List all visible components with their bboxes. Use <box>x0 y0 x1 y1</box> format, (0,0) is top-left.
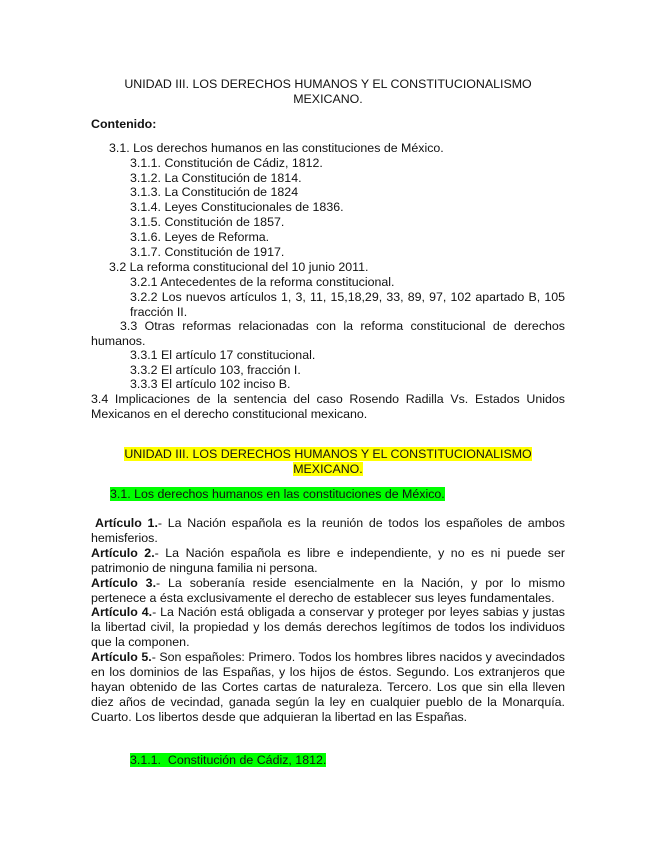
toc-item: 3.2 La reforma constitucional del 10 junio 2011. <box>109 260 369 274</box>
toc-item: 3.1.5. Constitución de 1857. <box>130 215 285 229</box>
toc-item: 3.1.1. Constitución de Cádiz, 1812. <box>130 156 323 170</box>
article-text: - La Nación española es la reunión de todos los españoles de ambos hemisferios. <box>91 516 565 545</box>
document-title <box>91 77 565 107</box>
toc-item: 3.3.2 El artículo 103, fracción I. <box>130 363 301 377</box>
toc-item: 3.2.1 Antecedentes de la reforma constitucional. <box>130 275 395 289</box>
article-3 <box>91 576 565 606</box>
toc-item: 3.1.2. La Constitución de 1814. <box>130 171 302 185</box>
article-label: Artículo 3. <box>91 575 157 590</box>
highlighted-heading-line: MEXICANO. <box>293 461 363 476</box>
toc-item: 3.1.7. Constitución de 1917. <box>130 245 285 259</box>
article-label: Artículo 5. <box>91 650 152 665</box>
article-text: - Son españoles: Primero. Todos los hombres libres nacidos y avecindados en los dominios de las Españas, y los hijos de éstos. Segundo. Los extranjeros que hayan obtenido de las Cortes cartas de naturaleza. Tercero. Los que sin ella lleven diez años de vecindad, ganada según la ley en cualquier pueblo de la Monarquía. Cuarto. Los libertos desde que adquieran la libertad en las Españas. <box>91 650 565 724</box>
article-label: Artículo 4. <box>91 605 153 620</box>
toc-item: 3.1.6. Leyes de Reforma. <box>130 230 270 244</box>
subheading-3-1-1: 3.1.1. Constitución de Cádiz, 1812. <box>130 753 327 767</box>
article-2 <box>91 546 565 576</box>
toc-item: 3.3.3 El artículo 102 inciso B. <box>130 377 291 391</box>
subheading-3-1: 3.1. Los derechos humanos en las constituciones de México. <box>110 487 445 501</box>
contents-label: Contenido: <box>91 117 157 131</box>
article-label: Artículo 2. <box>91 545 155 560</box>
toc-item: 3.1.3. La Constitución de 1824 <box>130 185 299 199</box>
toc-item: 3.3.1 El artículo 17 constitucional. <box>130 348 316 362</box>
highlighted-heading-line: UNIDAD III. LOS DERECHOS HUMANOS Y EL CONSTITUCIONALISMO <box>124 447 532 461</box>
toc-item: 3.1. Los derechos humanos en las constituciones de México. <box>109 141 444 155</box>
title-line: UNIDAD III. LOS DERECHOS HUMANOS Y EL CONSTITUCIONALISMO <box>124 77 532 91</box>
articles <box>91 516 565 725</box>
article-text: - La soberanía reside esencialmente en la Nación, y por lo mismo pertenece a ésta exclusivamente el derecho de establecer sus leyes fundamentales. <box>91 575 566 605</box>
article-label: Artículo 1. <box>95 516 158 530</box>
section-heading <box>91 447 565 477</box>
article-text: - La Nación está obligada a conservar y proteger por leyes sabias y justas la libertad civil, la propiedad y los demás derechos legítimos de todos los individuos que la componen. <box>91 605 565 650</box>
toc-item: 3.2.2 Los nuevos artículos 1, 3, 11, 15,18,29, 33, 89, 97, 102 apartado B, 105 fracción II. <box>130 290 565 319</box>
article-text: - La Nación española es libre e independiente, y no es ni puede ser patrimonio de ninguna familia ni persona. <box>91 545 565 575</box>
toc-item: 3.1.4. Leyes Constitucionales de 1836. <box>130 200 344 214</box>
article-1 <box>91 516 565 546</box>
article-5 <box>91 650 565 725</box>
article-4 <box>91 605 565 650</box>
toc-item: 3.3 Otras reformas relacionadas con la reforma constitucional de derechos humanos. <box>91 319 565 348</box>
title-line: MEXICANO. <box>293 91 363 106</box>
toc-item: 3.4 Implicaciones de la sentencia del caso Rosendo Radilla Vs. Estados Unidos Mexicanos en el derecho constitucional mexicano. <box>91 392 565 421</box>
